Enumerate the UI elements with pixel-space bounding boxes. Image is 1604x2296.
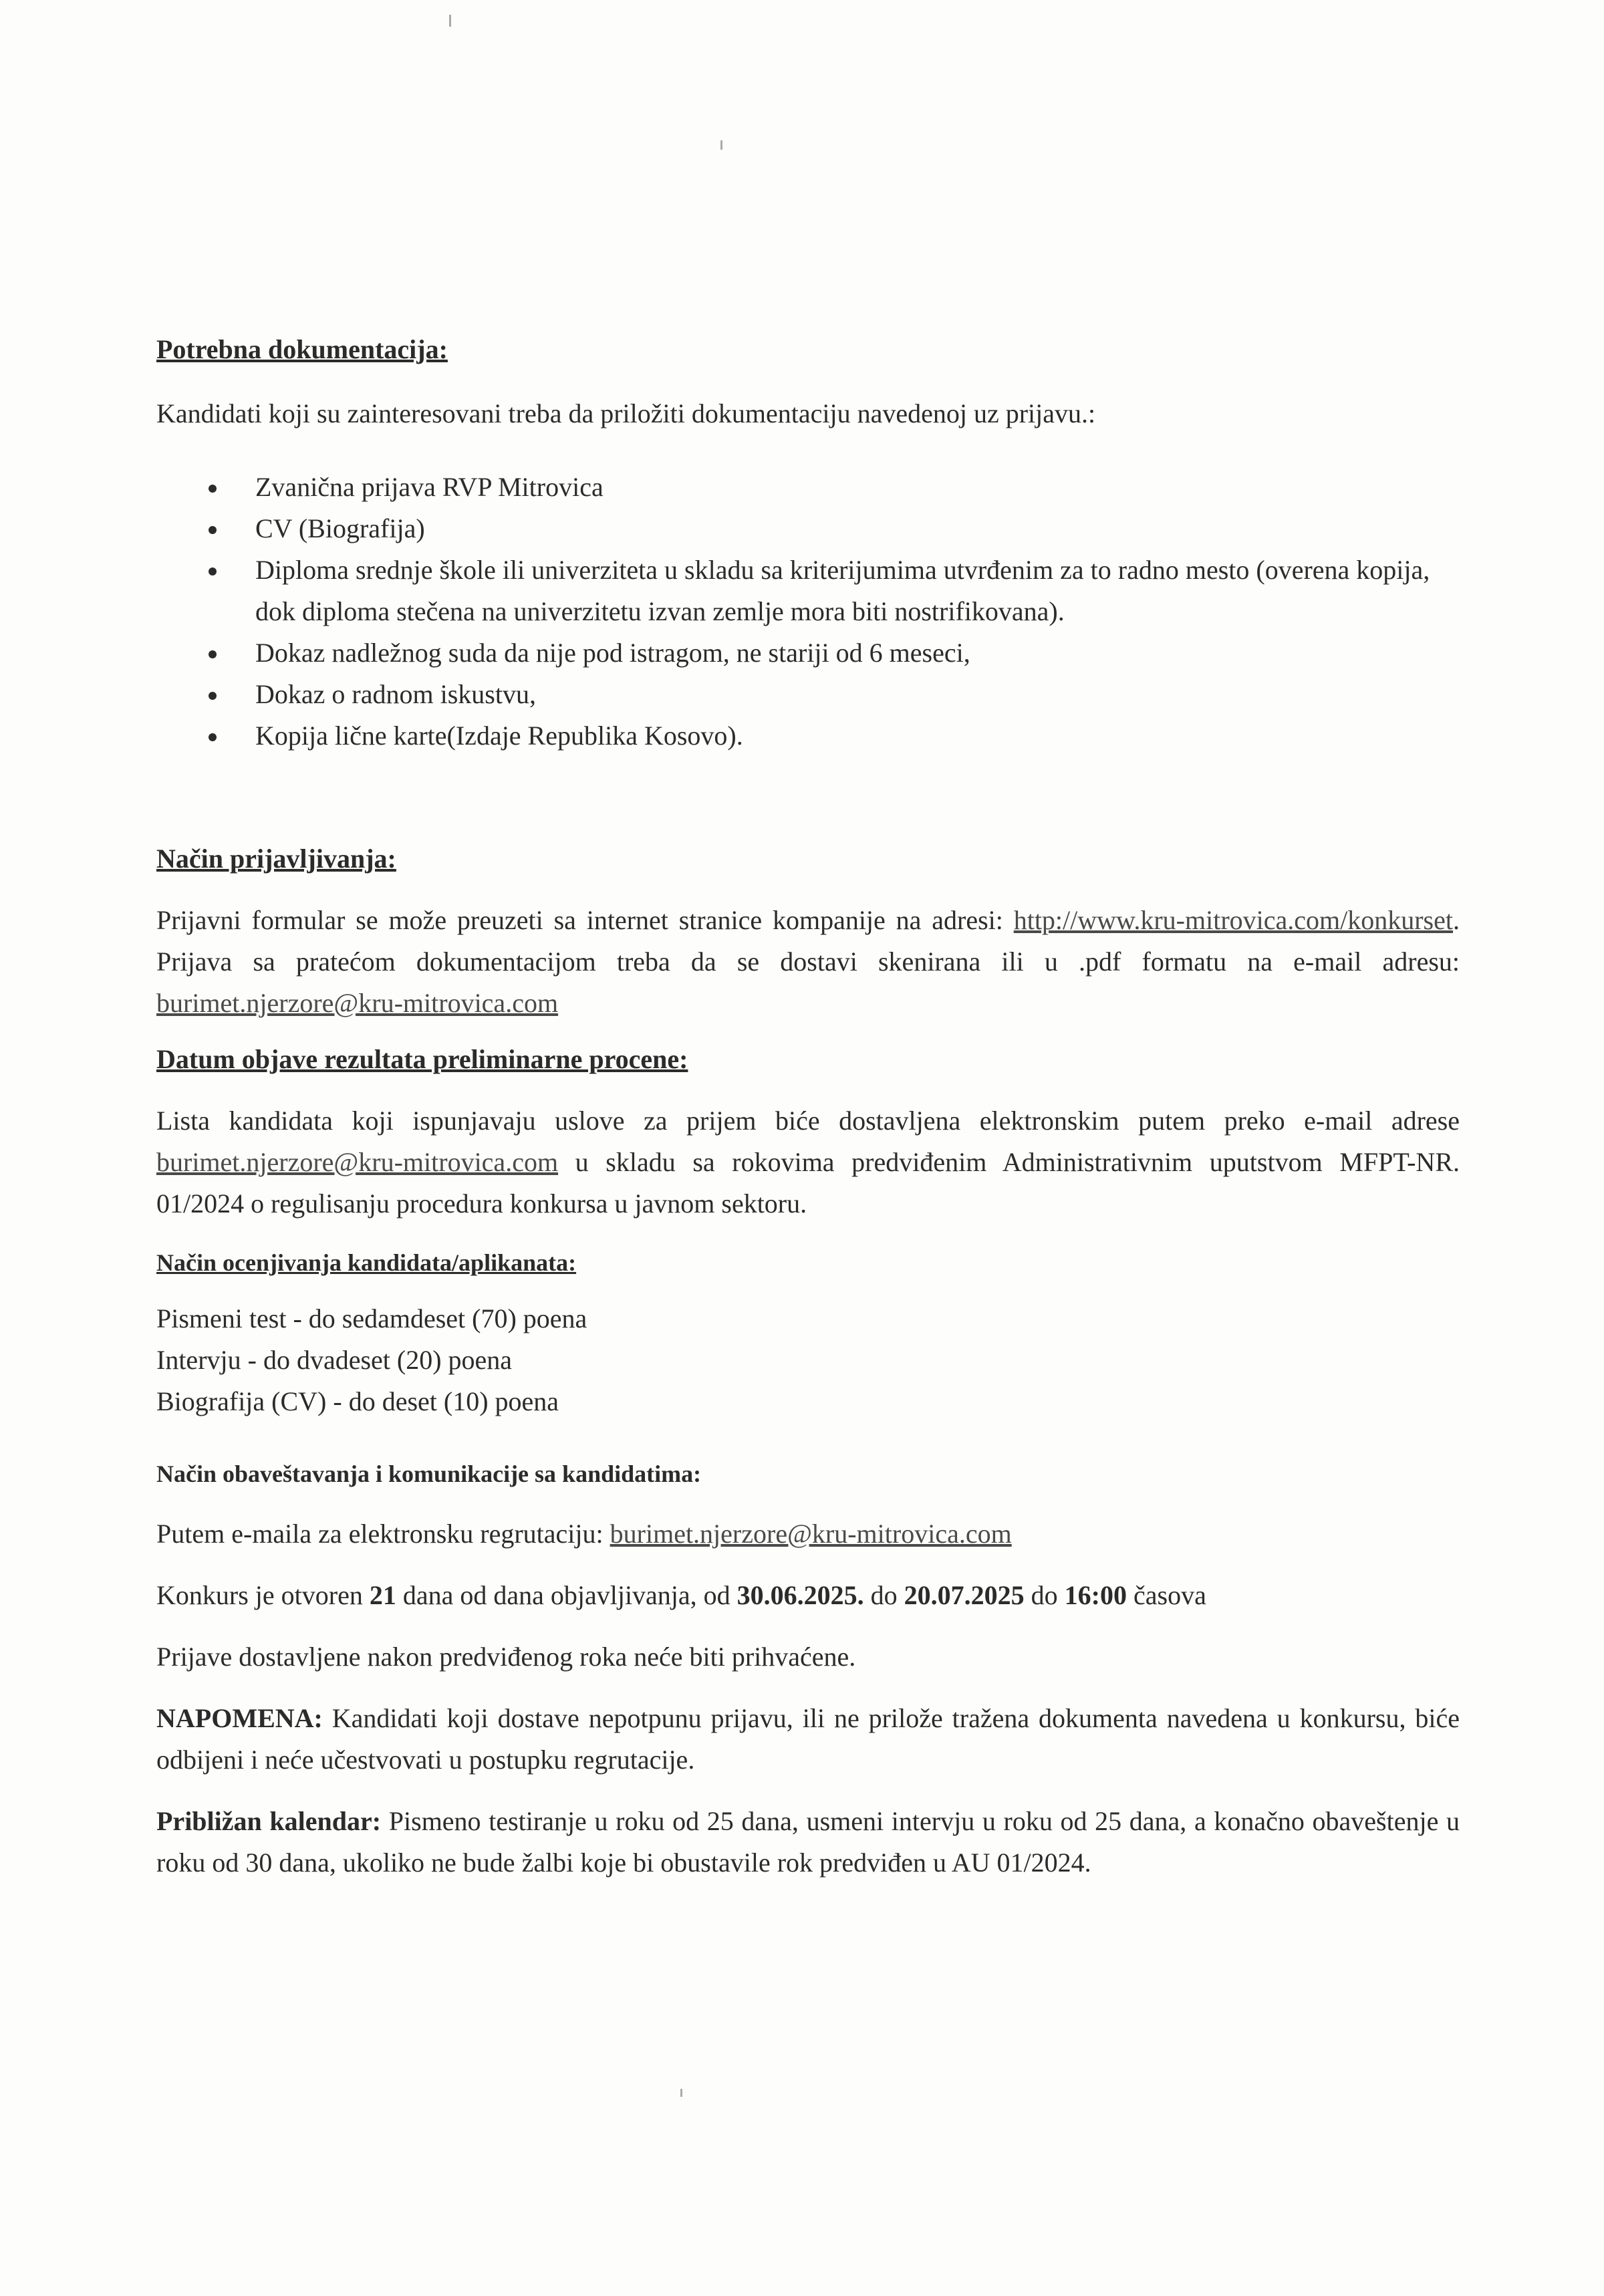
email-link[interactable]: burimet.njerzore@kru-mitrovica.com (610, 1519, 1012, 1549)
evaluation-line: Biografija (CV) - do deset (10) poena (156, 1386, 559, 1416)
heading-application-method: Način prijavljivanja: (156, 844, 396, 874)
section-evaluation (156, 1242, 1460, 1422)
bullet-icon (209, 526, 217, 534)
list-item: Zvanična prijava RVP Mitrovica (156, 467, 1460, 508)
evaluation-lines (156, 1298, 1460, 1422)
bullet-icon (209, 485, 217, 493)
late-applications-note: Prijave dostavljene nakon predviđenog roka neće biti prihvaćene. (156, 1642, 856, 1672)
evaluation-line: Pismeni test - do sedamdeset (70) poena (156, 1303, 587, 1333)
list-item: CV (Biografija) (156, 508, 1460, 549)
bullet-icon (209, 567, 217, 576)
bullet-icon (209, 733, 217, 741)
deadline-text: Konkurs je otvoren 21 dana od dana objavljivanja, od 30.06.2025. do 20.07.2025 do 16:00 časova (156, 1580, 1206, 1610)
preliminary-results-text: Lista kandidata koji ispunjavaju uslove za prijem biće dostavljena elektronskim putem preko e-mail adrese burimet.njerzore@kru-mitrovica.com u skladu sa rokovima predviđenim Administrativnim uputstvom MFPT-NR. 01/2024 o regulisanju procedura konkursa u javnom sektoru. (156, 1106, 1460, 1219)
scan-speck (720, 140, 722, 150)
napomena-note: NAPOMENA: Kandidati koji dostave nepotpunu prijavu, ili ne prilože tražena dokumenta navedena u konkursu, biće odbijeni i neće učestvovati u postupku regrutacije. (156, 1703, 1460, 1775)
bullet-icon (209, 692, 217, 700)
website-link[interactable]: http://www.kru-mitrovica.com/konkurset (1013, 905, 1453, 935)
heading-communication: Način obaveštavanja i komunikacije sa kandidatima: (156, 1460, 702, 1487)
section-communication (156, 1453, 1460, 1555)
email-link[interactable]: burimet.njerzore@kru-mitrovica.com (156, 988, 559, 1018)
application-method-text: Prijavni formular se može preuzeti sa internet stranice kompanije na adresi: http://www.kru-mitrovica.com/konkurset. Prijava sa pratećom dokumentacijom treba da se dostavi skenirana ili u .pdf formatu na e-mail adresu: burimet.njerzore@kru-mitrovica.com (156, 905, 1460, 1018)
section-preliminary-results (156, 1039, 1460, 1225)
communication-text: Putem e-maila za elektronsku regrutaciju: burimet.njerzore@kru-mitrovica.com (156, 1519, 1012, 1549)
heading-preliminary-results: Datum objave rezultata preliminarne procene: (156, 1044, 688, 1074)
list-item: Diploma srednje škole ili univerziteta u skladu sa kriterijumima utvrđenim za to radno mesto (overena kopija, dok diploma stečena na univerzitetu izvan zemlje mora biti nostrifikovana). (156, 549, 1460, 632)
heading-required-documents: Potrebna dokumentacija: (156, 334, 448, 364)
section-application-method (156, 838, 1460, 1024)
document-body (156, 329, 1460, 1884)
approximate-calendar: Približan kalendar: Pismeno testiranje u roku od 25 dana, usmeni intervju u roku od 25 dana, a konačno obaveštenje u roku od 30 dana, ukoliko ne bude žalbi koje bi obustavile rok predviđen u AU 01/2024. (156, 1806, 1460, 1878)
list-item: Dokaz nadležnog suda da nije pod istragom, ne stariji od 6 meseci, (156, 632, 1460, 674)
evaluation-line: Intervju - do dvadeset (20) poena (156, 1345, 513, 1375)
email-link[interactable]: burimet.njerzore@kru-mitrovica.com (156, 1147, 559, 1177)
scan-speck (680, 2089, 682, 2097)
documents-list (156, 467, 1460, 757)
heading-evaluation: Način ocenjivanja kandidata/aplikanata: (156, 1249, 577, 1276)
calendar-label: Približan kalendar: (156, 1806, 382, 1836)
documents-intro: Kandidati koji su zainteresovani treba da priložiti dokumentaciju navedenoj uz prijavu.: (156, 398, 1096, 428)
section-required-documents (156, 329, 1460, 757)
list-item: Kopija lične karte(Izdaje Republika Kosovo). (156, 715, 1460, 757)
scan-speck (449, 15, 451, 27)
napomena-label: NAPOMENA: (156, 1703, 323, 1733)
bullet-icon (209, 650, 217, 658)
list-item: Dokaz o radnom iskustvu, (156, 674, 1460, 715)
